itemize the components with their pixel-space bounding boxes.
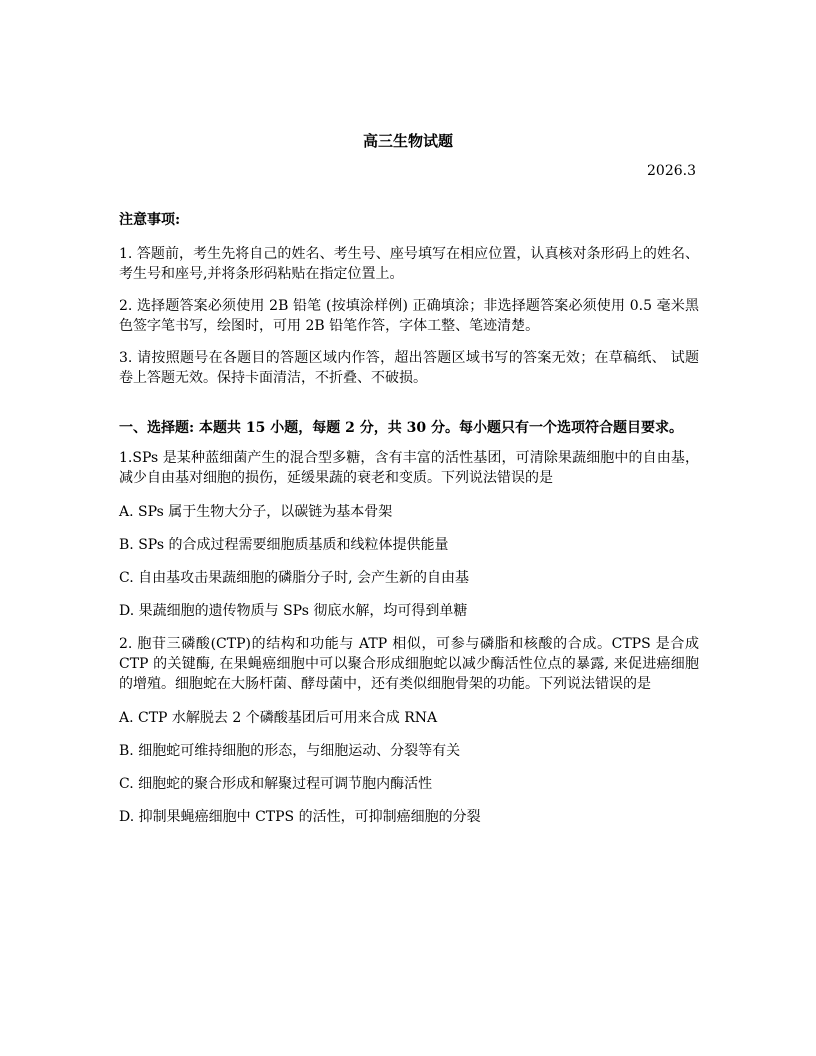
question-1-option-b: B. SPs 的合成过程需要细胞质基质和线粒体提供能量 [119, 537, 449, 553]
question-2-option-c: C. 细胞蛇的聚合形成和解聚过程可调节胞内酶活性 [119, 776, 433, 792]
question-2-option-b: B. 细胞蛇可维持细胞的形态，与细胞运动、分裂等有关 [119, 743, 461, 759]
exam-date: 2026.3 [647, 163, 696, 179]
notice-item-3: 3. 请按照题号在各题目的答题区域内作答，超出答题区域书写的答案无效；在草稿纸、 试题卷上答题无效。保持卡面清洁，不折叠、不破损。 [119, 350, 699, 386]
notice-heading: 注意事项: [119, 212, 181, 228]
exam-title: 高三生物试题 [362, 132, 453, 150]
question-1-option-c: C. 自由基攻击果蔬细胞的磷脂分子时, 会产生新的自由基 [119, 570, 470, 586]
notice-item-2: 2. 选择题答案必须使用 2B 铅笔 (按填涂样例) 正确填涂；非选择题答案必须使用 0.5 毫米黑色签字笔书写，绘图时，可用 2B 铅笔作答，字体工整、笔迹清楚。 [119, 298, 699, 334]
question-2-option-a: A. CTP 水解脱去 2 个磷酸基团后可用来合成 RNA [119, 710, 438, 726]
notice-item-1: 1. 答题前，考生先将自己的姓名、考生号、座号填写在相应位置，认真核对条形码上的姓名、考生号和座号,并将条形码粘贴在指定位置上。 [119, 246, 699, 282]
question-2-option-d: D. 抑制果蝇癌细胞中 CTPS 的活性，可抑制癌细胞的分裂 [119, 809, 481, 825]
exam-content [119, 210, 699, 840]
section-heading: 一、选择题: 本题共 15 小题，每题 2 分，共 30 分。每小题只有一个选项符合题目要求。 [119, 420, 683, 436]
question-2-stem: 2. 胞苷三磷酸(CTP)的结构和功能与 ATP 相似，可参与磷脂和核酸的合成。CTPS 是合成 CTP 的关键酶, 在果蝇癌细胞中可以聚合形成细胞蛇以减少酶活性位点的暴露, 来促进癌细胞的增殖。细胞蛇在大肠杆菌、酵母菌中，还有类似细胞骨架的功能。下列说法错误的是 [119, 636, 699, 692]
question-1-option-d: D. 果蔬细胞的遗传物质与 SPs 彻底水解，均可得到单糖 [119, 603, 468, 619]
question-1-stem: 1.SPs 是某种蓝细菌产生的混合型多糖，含有丰富的活性基团，可清除果蔬细胞中的自由基，减少自由基对细胞的损伤，延缓果蔬的衰老和变质。下列说法错误的是 [119, 450, 699, 486]
question-1-option-a: A. SPs 属于生物大分子，以碳链为基本骨架 [119, 504, 393, 520]
